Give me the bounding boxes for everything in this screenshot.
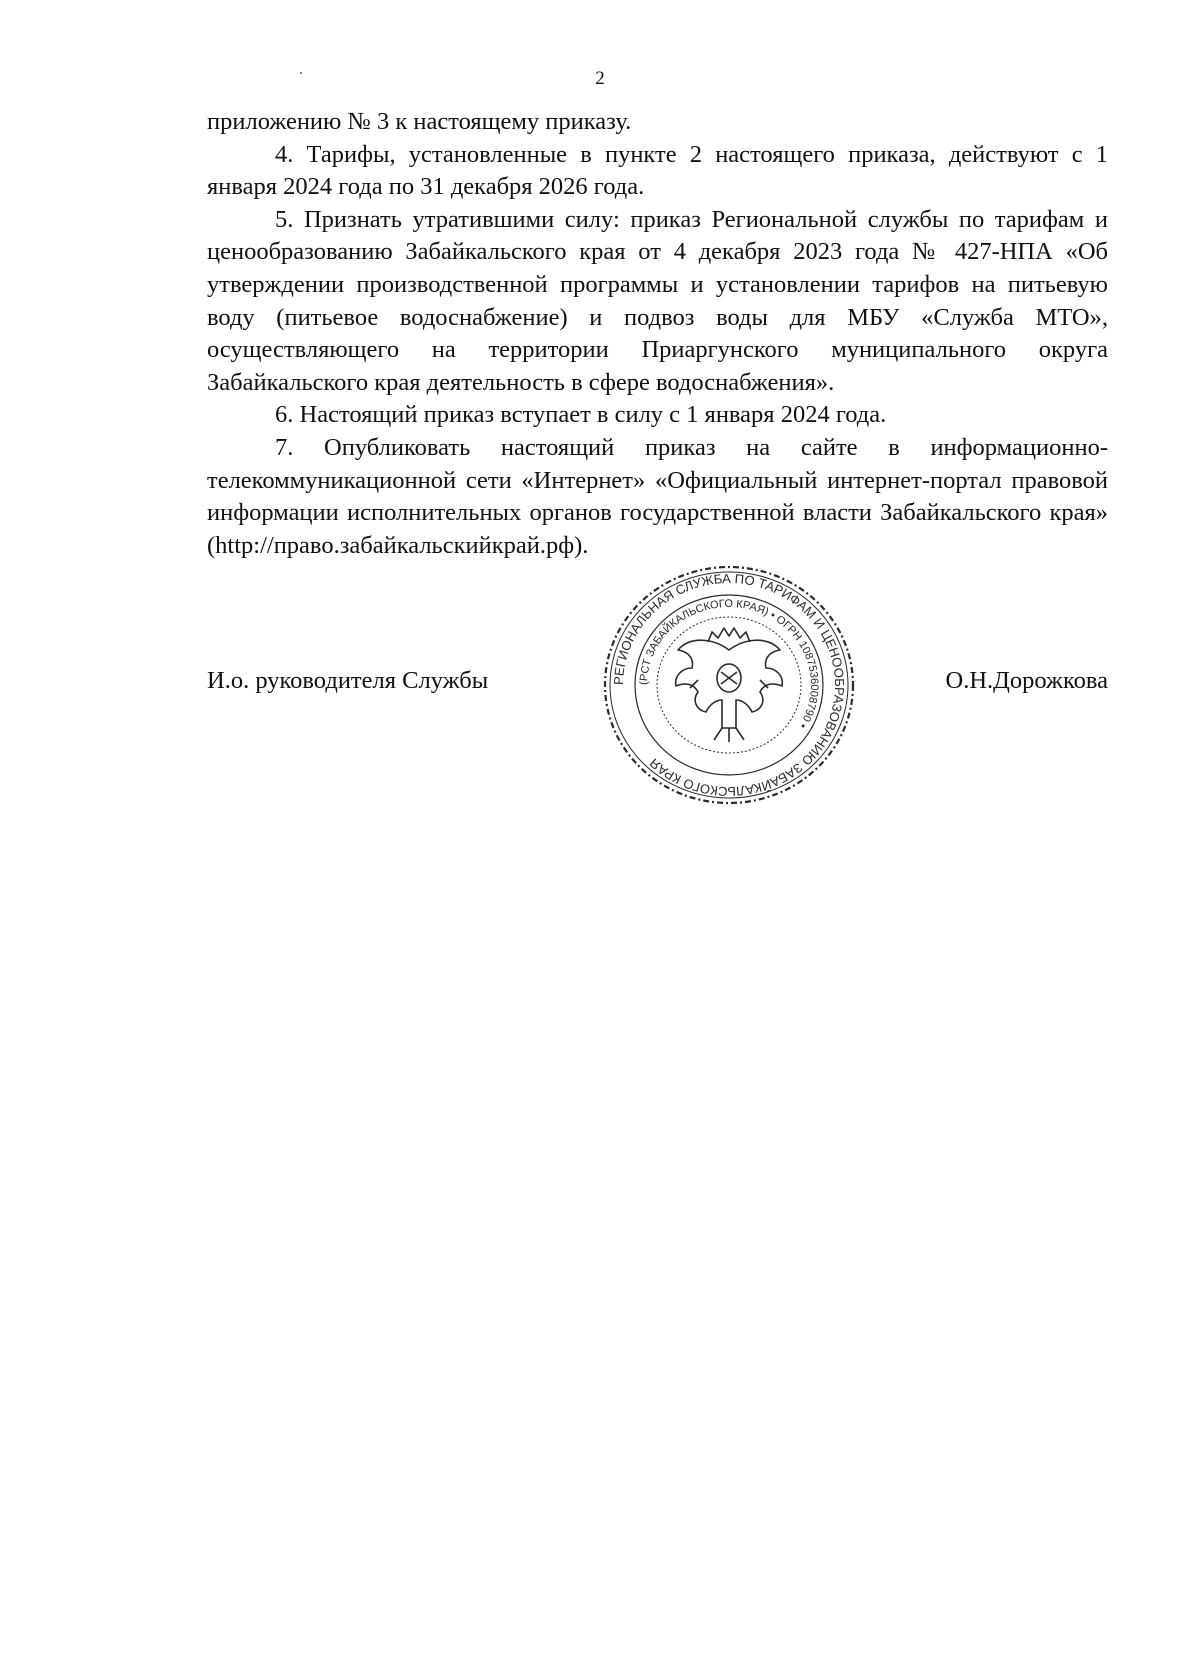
signatory-name: О.Н.Дорожкова bbox=[945, 667, 1108, 694]
seal-outer-text: РЕГИОНАЛЬНАЯ СЛУЖБА ПО ТАРИФАМ И ЦЕНООБРАЗОВАНИЮ ЗАБАЙКАЛЬСКОГО КРАЯ bbox=[610, 570, 848, 800]
paragraph-item-4: 4. Тарифы, установленные в пункте 2 настоящего приказа, действуют с 1 января 2024 года по 31 декабря 2026 года. bbox=[207, 140, 1108, 201]
official-seal bbox=[598, 560, 860, 810]
page-number: 2 bbox=[595, 68, 605, 89]
double-headed-eagle-icon bbox=[676, 628, 783, 742]
seal-inner-text: (РСТ ЗАБАЙКАЛЬСКОГО КРАЯ) • ОГРН 1087536008790 • bbox=[637, 597, 821, 731]
paragraph-continuation: приложению № 3 к настоящему приказу. bbox=[207, 108, 632, 135]
seal-graphic bbox=[598, 560, 860, 810]
paragraph-item-6: 6. Настоящий приказ вступает в силу с 1 января 2024 года. bbox=[275, 401, 887, 429]
document-body bbox=[207, 106, 1108, 562]
signatory-position: И.о. руководителя Службы bbox=[207, 667, 489, 694]
paragraph-item-5: 5. Признать утратившими силу: приказ Региональной службы по тарифам и ценообразованию Забайкальского края от 4 декабря 2023 года № 427-НПА «Об утверждении производственной программы и установлении тарифов на питьевую воду (питьевое водоснабжение) и подвоз воды для МБУ «Служба МТО», осуществляющего на территории Приаргунского муниципального округа Забайкальского края деятельность в сфере водоснабжения». bbox=[207, 205, 1108, 396]
paragraph-item-7: 7. Опубликовать настоящий приказ на сайте в информационно-телекоммуникационной сети «Интернет» «Официальный интернет-портал правовой информации исполнительных органов государственной власти Забайкальского края» (http://право.забайкальскийкрай.рф). bbox=[207, 433, 1108, 559]
seal-middle-ring bbox=[635, 595, 823, 775]
